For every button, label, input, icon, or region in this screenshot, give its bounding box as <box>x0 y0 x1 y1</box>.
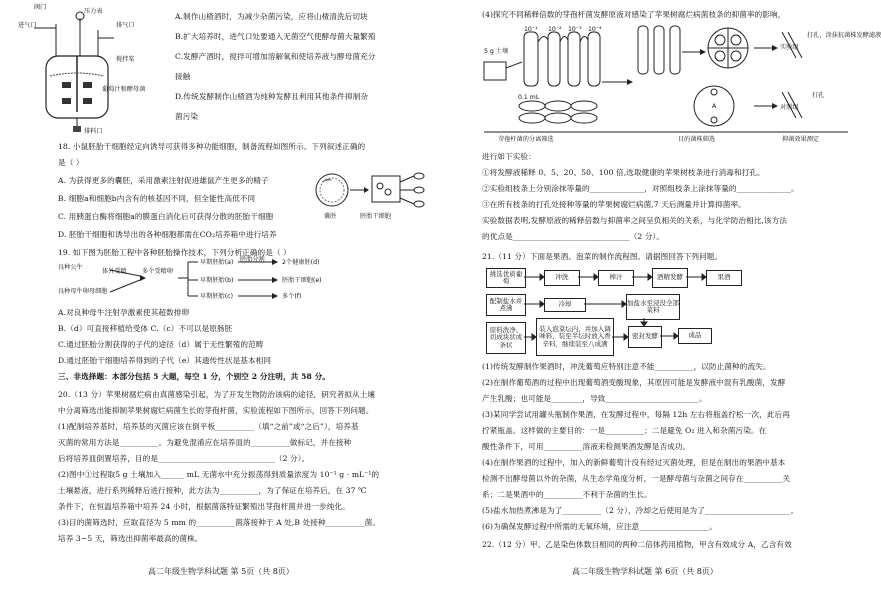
flow-cool: 冷却 <box>544 298 586 312</box>
q18-option-c: C. 用胰蛋白酶将细胞a的膜蛋白消化后可获得分散的胚胎干细胞 <box>58 212 274 221</box>
flow-rinse: 冲洗 <box>544 270 580 286</box>
fig-soil: 5 g 土壤 <box>484 48 509 55</box>
q21-line-6: 酸性条件下，可用__________溶液来检测果酒发酵是否成功。 <box>482 442 691 451</box>
fig-dil-1: 10⁻¹ <box>524 26 538 33</box>
fig-spray-ctrl: 打孔 <box>812 92 825 99</box>
fig-dil-3: 10⁻³ <box>568 26 582 33</box>
fig-spray: 打孔，涂抹抗菌株发酵滤液 <box>807 32 881 39</box>
q19-result-f: 多个(f) <box>282 293 302 300</box>
q17-option-a: A.制作山楂酒时，为减少杂菌污染，应将山楂清洗后切块 <box>175 12 368 21</box>
q18-option-b: B. 细胞a和细胞b内含有的核基因不同，但全能性高低不同 <box>58 194 256 203</box>
q20-line-1: 20.（13 分）苹果树腐烂病由真菌感染引起，为了开发生物防治该病的途径，研究者拟从土壤 <box>58 390 376 399</box>
q20-line-4: 灭菌的常用方法是__________。为避免混淆应在培养皿的__________做标记，并在接种 <box>58 438 352 447</box>
q20-line-3: (1)配制培养基时，培养基的灭菌应该在倒平板__________（填“之前”或“之后”），培养基 <box>58 422 359 431</box>
fig-volume: 0.1 mL <box>518 94 540 101</box>
flow-juice: 榨汁 <box>598 270 634 286</box>
q19-source-bull: 良种公牛 <box>58 264 83 271</box>
q20-4-line-2: ①将发酵液稀释 0、5、20、50、100 倍,选取健康的苹果树枝条进行消毒和打孔。 <box>482 168 765 177</box>
q20-line-2: 中分离筛选出能抑制苹果树腐烂病菌生长的芽孢杆菌，实验流程如下图所示，回答下列问题。 <box>58 406 374 415</box>
fig-caption-1: 芽孢杆菌的分离筛选 <box>498 136 554 143</box>
q22-stem: 22.（12 分）甲、乙是染色体数目相同的两种二倍体药用植物，甲含有效成分 A，乙含有效 <box>482 540 792 549</box>
q19-result-e: 胚胎干细胞(e) <box>282 277 322 284</box>
section-3-heading: 三、非选择题：本部分包括 5 大题，每空 1 分，个别空 2 分注明，共 58 分。 <box>58 372 330 381</box>
q21-line-5: 拧紧瓶盖。这样做的主要目的：一是__________；二是避免 O₂ 进入和杂菌污染。在 <box>482 426 767 435</box>
fig-dil-4: 10⁻⁴ <box>588 26 602 33</box>
fermenter-diagram <box>32 8 172 138</box>
q18-option-a: A. 为获得更多的囊胚，采用激素注射促进雄鼠产生更多的精子 <box>58 176 269 185</box>
flow-seal: 密封发酵 <box>628 326 662 348</box>
flow-add-brine: 加盐水至浸没全部菜料 <box>626 294 680 320</box>
q19-stem: 19. 如下图为胚胎工程中各种胚胎操作技术，下列分析正确的是（ ） <box>58 248 291 257</box>
q18-label-esc: 胚胎干细胞 <box>360 213 391 220</box>
q18-stem-cont: 是（ ） <box>58 158 84 167</box>
fig-exp-group: 实验组 <box>780 44 799 51</box>
q20-line-9: (3)目的菌筛选时，应取直径为 5 mm 的__________菌落接种于 A 处,B 处接种__________菌。 <box>58 518 381 527</box>
flow-pack: 装入泡菜坛内，并加入调味料，装至半坛时放入香辛料，继续装至八成满 <box>536 318 614 356</box>
q21-line-11: (6)为确保发酵过程中所需的无氧环境，应注意__________________。 <box>482 522 718 531</box>
footer-page-5: 高二年级生物学科试题 第 5页（共 8页） <box>148 567 294 576</box>
q17-option-b: B.扩大培养时，进气口处要通入无菌空气使酵母菌大量繁殖 <box>175 32 376 41</box>
q19-ivf: 体外受精 <box>102 268 127 275</box>
footer-page-6: 高二年级生物学科试题 第 6页（共 8页） <box>572 567 718 576</box>
label-valve: 阀门 <box>34 4 47 11</box>
q19-result-d: 2个健康胚(d) <box>282 259 320 266</box>
q19-option-c: C.通过胚胎分割获得的子代的途径（d）属于无性繁殖的范畴 <box>58 340 264 349</box>
q20-4-line-6: 的优点是______________________________（2 分）。 <box>482 232 665 241</box>
q19-option-a: A.对良种母牛注射孕激素使其超数排卵 <box>58 308 190 317</box>
flow-select-grapes: 挑选优质葡萄 <box>486 268 526 288</box>
fig-ctrl-group: 对照组 <box>780 104 799 111</box>
flow-ferment: 酒精发酵 <box>652 268 688 288</box>
q20-4-line-3: ②实验组枝条上分别涂抹等量的______________，对照组枝条上涂抹等量的______________。 <box>482 184 799 193</box>
q19-source-cow: 良种母牛卵母细胞 <box>58 288 108 295</box>
flowchart-arrows <box>452 0 862 360</box>
q21-line-8: 检测不出酵母菌以外的杂菌，从生态学角度分析，一是酵母菌与杂菌之间存在__________关 <box>482 474 791 483</box>
q21-line-3: 产生乳酸；也可能是________，导致________________________。 <box>482 394 707 403</box>
q21-stem: 21.（11 分）下面是果酒、泡菜的制作流程图。请据图回答下列问题。 <box>482 252 723 261</box>
flow-product: 成品 <box>678 328 712 344</box>
q21-line-2: (2)在制作葡萄酒的过程中出现葡萄酒变酸现象，其原因可能是发酵液中混有乳酸菌，发酵 <box>482 378 786 387</box>
q17-option-d: D.传统发酵制作山楂酒为纯种发酵且利用其他条件抑制杂 <box>175 92 369 101</box>
flow-wine: 果酒 <box>706 270 742 286</box>
q21-line-1: (1)传统发酵制作果酒时，冲洗葡萄应特别注意不能__________，以防止菌种的流失。 <box>482 362 771 371</box>
q21-line-7: (4)在制作果酒的过程中，加入的新鲜葡萄汁没有经过灭菌处理，但是在制出的果酒中基本 <box>482 458 786 467</box>
label-gauge: 压力表 <box>84 8 103 15</box>
q20-line-10: 培养 3~5 天，筛选出抑菌率最高的菌株。 <box>58 534 203 543</box>
q19-embryo-a: 早期胚胎(a) <box>200 259 234 266</box>
q20-4-line-5: 实验数据表明,发酵原液的稀释倍数与抑菌率之间呈负相关的关系，与化学防治相比,该方法 <box>482 216 788 225</box>
q20-line-7: 土壤悬液，进行系列稀释后进行接种，此方法为__________，为了保证在培养后，在 37 ℃ <box>58 486 367 495</box>
label-mixture: 葡萄汁和酵母菌 <box>102 86 146 93</box>
q20-line-8: 条件下，在恒温培养箱中培养 24 小时，根据菌落特征繁殖出芽孢杆菌并进一步纯化。 <box>58 502 350 511</box>
label-gas-in: 进气口 <box>18 22 37 29</box>
q19-embryos: 多个受精卵 <box>142 268 173 275</box>
q19-embryo-c: 早期胚胎(c) <box>200 293 233 300</box>
label-gas-out: 排气口 <box>116 22 135 29</box>
q19-option-d: D.通过胚胎干细胞培养得到的子代（e）其遗传性状是基本相同 <box>58 356 272 365</box>
fig-dil-2: 10⁻² <box>548 26 562 33</box>
label-outlet: 排料口 <box>84 128 103 135</box>
q19-option-b: B.（d）可直接移植给受体 C.（c）不可以是原肠胚 <box>58 324 233 333</box>
page-5 <box>18 0 428 602</box>
q21-line-4: (3)某同学尝试用罐头瓶制作果酒，在发酵过程中，每隔 12h 左右将瓶盖拧松一次，此后再 <box>482 410 790 419</box>
q20-line-5: 后将培养皿倒置培养，目的是______________________________（2 分）。 <box>58 454 310 463</box>
q21-line-9: 系；二是果酒中的__________不利于杂菌的生长。 <box>482 490 652 499</box>
q20-line-6: (2)图中①过程取5 g 土壤加入______ mL 无菌水中充分振荡得到质量浓度为 10⁻¹ g · mL⁻¹的 <box>58 470 380 479</box>
q19-embryo-b: 早期胚胎(b) <box>200 277 234 284</box>
fig-caption-2: 目的菌株筛选 <box>678 136 716 143</box>
q21-line-10: (5)盐水加热煮沸是为了__________（2 分），冷却之后使用是为了______________________。 <box>482 506 799 515</box>
flow-wash-cut: 原料洗净、切成块状或条状 <box>486 322 526 354</box>
q19-split: 胚胎分割 <box>240 256 265 263</box>
page-6 <box>452 0 881 602</box>
q17-option-c: C.发酵产酒时，搅拌可增加溶解氧和使培养液与酵母菌充分 <box>175 52 376 61</box>
q20-4-intro: (4)探究不同稀释倍数的芽孢杆菌发酵原液对感染了苹果树腐烂病菌枝条的抑菌率的影响， <box>482 10 786 19</box>
q18-option-d: D. 胚胎干细胞和诱导出的各种细胞都需在CO₂培养箱中进行培养 <box>58 230 277 239</box>
label-stirrer: 搅拌桨 <box>116 56 135 63</box>
fig-caption-3: 抑菌效果测定 <box>782 136 820 143</box>
q17-option-d-cont: 菌污染 <box>175 112 199 121</box>
fig-plate-a: A <box>712 103 717 110</box>
q18-label-blastocyst: 囊胚 <box>324 213 337 220</box>
q17-option-c-cont: 接触 <box>175 72 191 81</box>
q20-4-line-4: ③在所有枝条的打孔处接种等量的苹果树腐烂病菌,7 天后测量并计算抑菌率。 <box>482 200 746 209</box>
flow-brine: 配制盐水并煮沸 <box>486 294 526 316</box>
q20-4-line-1: 进行如下实验： <box>482 152 536 161</box>
q18-stem: 18. 小鼠胚胎干细胞经定向诱导可获得多种功能细胞，制备流程如图所示。下列叙述正确的 <box>58 142 366 151</box>
